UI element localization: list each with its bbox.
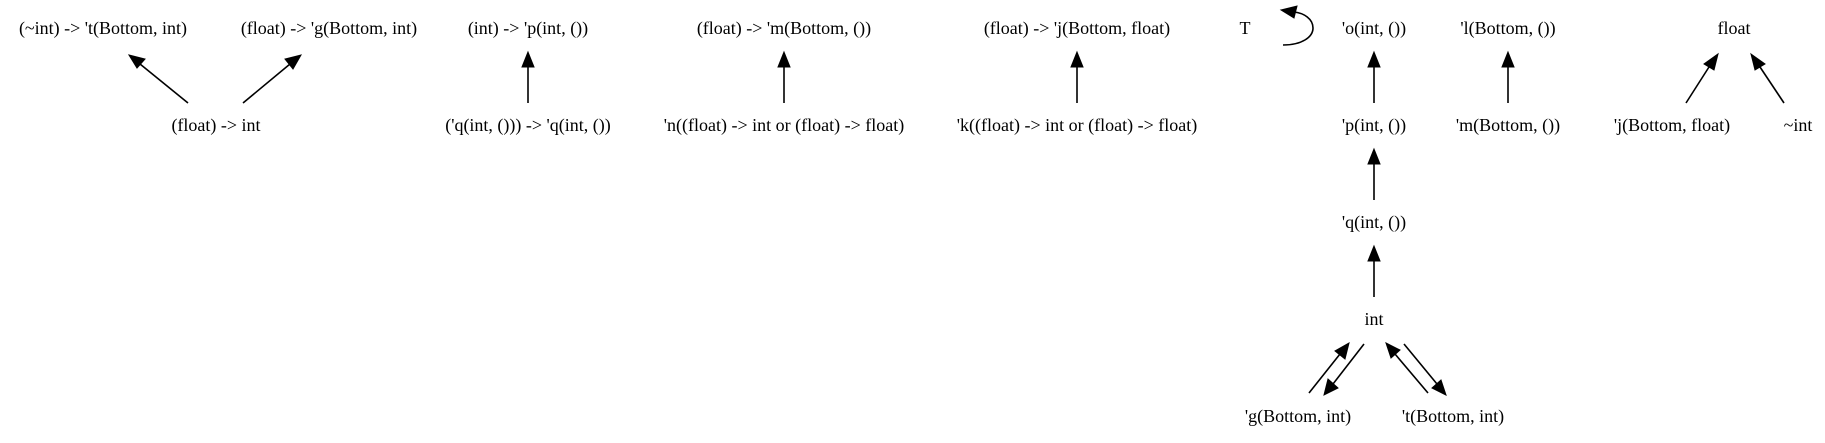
node-q: 'q(int, ()) bbox=[1341, 212, 1407, 232]
edge-q-to-p-arrowhead bbox=[1368, 149, 1380, 164]
edge-k-to-j-fn-arrowhead bbox=[1071, 52, 1083, 67]
node-negint: ~int bbox=[1783, 115, 1813, 135]
edge-top-self-loop-arrowhead bbox=[1281, 6, 1297, 18]
node-n-union: 'n((float) -> int or (float) -> float) bbox=[663, 115, 905, 135]
node-j-function: (float) -> 'j(Bottom, float) bbox=[983, 18, 1171, 38]
edge-negint-to-float bbox=[1760, 67, 1784, 103]
node-p-function: (int) -> 'p(int, ()) bbox=[467, 18, 589, 38]
edge-t-to-int-arrowhead bbox=[1386, 343, 1400, 358]
edge-float-int-to-t-fn bbox=[140, 64, 188, 103]
edge-negint-to-float-arrowhead bbox=[1751, 54, 1765, 70]
node-l: 'l(Bottom, ()) bbox=[1460, 18, 1556, 38]
node-m: 'm(Bottom, ()) bbox=[1455, 115, 1561, 135]
node-g-function: (float) -> 'g(Bottom, int) bbox=[240, 18, 418, 38]
edge-j-to-float bbox=[1686, 67, 1709, 103]
node-q-function: ('q(int, ())) -> 'q(int, ()) bbox=[445, 115, 611, 135]
node-k-union: 'k((float) -> int or (float) -> float) bbox=[956, 115, 1198, 135]
node-j: 'j(Bottom, float) bbox=[1613, 115, 1731, 135]
node-top: T bbox=[1239, 18, 1251, 38]
edge-int-to-t bbox=[1404, 344, 1437, 384]
edge-int-to-t-arrowhead bbox=[1432, 380, 1446, 395]
node-float: float bbox=[1717, 18, 1751, 38]
node-g: 'g(Bottom, int) bbox=[1244, 406, 1352, 426]
node-m-function: (float) -> 'm(Bottom, ()) bbox=[696, 18, 872, 38]
edge-n-to-m-fn-arrowhead bbox=[778, 52, 790, 67]
edge-j-to-float-arrowhead bbox=[1704, 54, 1718, 70]
node-p: 'p(int, ()) bbox=[1341, 115, 1407, 135]
node-int: int bbox=[1364, 309, 1384, 329]
edge-t-to-int bbox=[1395, 354, 1428, 393]
edge-float-int-to-g-fn bbox=[243, 64, 290, 103]
edge-q-fn-to-p-fn-arrowhead bbox=[522, 52, 534, 67]
node-t: 't(Bottom, int) bbox=[1401, 406, 1505, 426]
edges-layer bbox=[129, 6, 1784, 395]
edge-int-to-q-arrowhead bbox=[1368, 246, 1380, 261]
edge-top-self-loop bbox=[1283, 12, 1313, 45]
node-t-function: (~int) -> 't(Bottom, int) bbox=[18, 18, 188, 38]
node-o: 'o(int, ()) bbox=[1341, 18, 1407, 38]
edge-p-to-o-arrowhead bbox=[1368, 52, 1380, 67]
nodes-layer bbox=[19, 18, 1812, 427]
edge-m-to-l-arrowhead bbox=[1502, 52, 1514, 67]
node-float-to-int: (float) -> int bbox=[171, 115, 261, 135]
